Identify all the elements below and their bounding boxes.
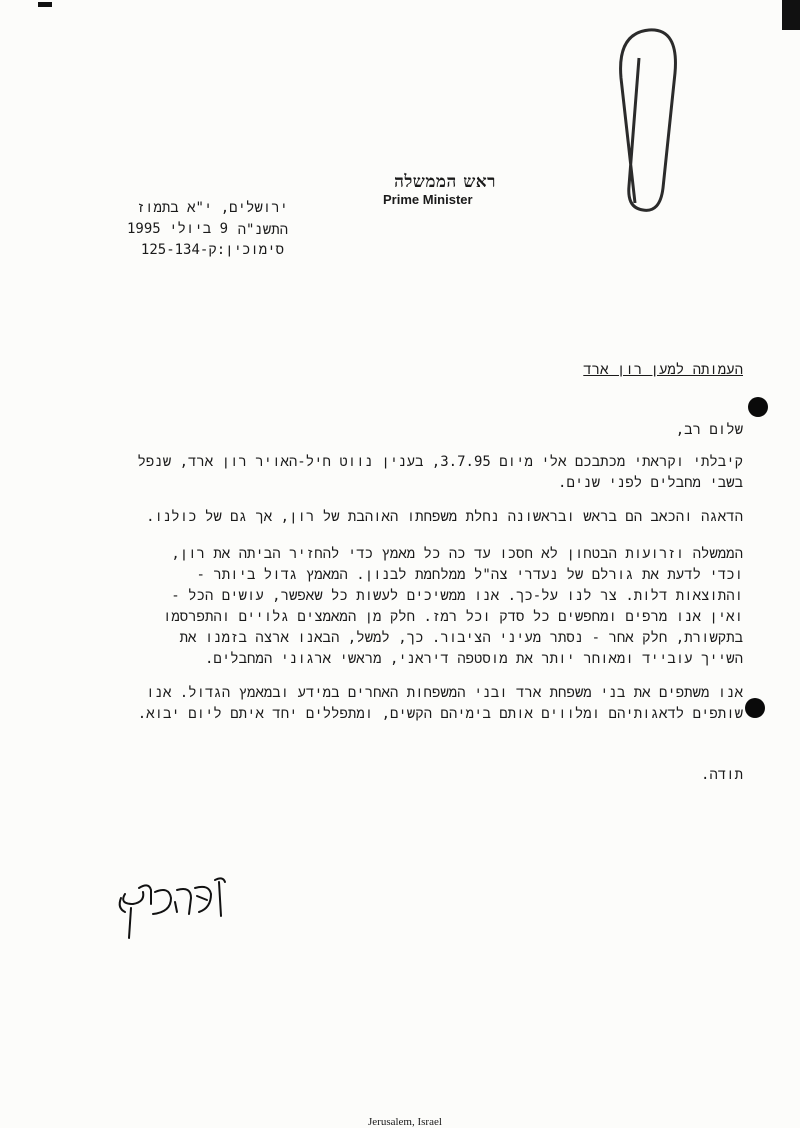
footer-address: Jerusalem, Israel [368, 1116, 442, 1128]
closing: תודה. [700, 767, 743, 783]
reference-number: סימוכין:ק-125-134 [140, 242, 284, 258]
paragraph-line: בתקשורת, חלק אחר - נסתר מעיני הציבור. כך, למשל, הבאנו ארצה בזמנו את [179, 630, 743, 646]
paragraph-line: הדאגה והכאב הם בראש ובראשונה נחלת משפחתו האוהבת של רון, אך גם של כולנו. [146, 509, 743, 525]
body-paragraph-3 [123, 544, 743, 670]
paragraph-line: קיבלתי וקראתי מכתבכם אלי מיום 3.7.95, בענין נווט חיל-האויר רון ארד, שנפל [137, 454, 743, 470]
body-paragraph-2 [123, 507, 743, 528]
punch-hole [748, 397, 768, 417]
signature [115, 868, 245, 948]
scan-mark [38, 2, 52, 7]
letterhead-title-hebrew: ראש הממשלה [394, 172, 496, 192]
date-gregorian: 9 ביולי 1995 [126, 221, 228, 237]
paperclip-icon [605, 18, 685, 218]
paragraph-line: והתוצאות דלות. צר לנו על-כך. אנו ממשיכים לעשות כל שאפשר, עושים הכל - [171, 588, 743, 604]
punch-hole [745, 698, 765, 718]
paragraph-line: שותפים לדאגותיהם ומלווים אותם בימיהם הקשים, ומתפללים יחד איתם ליום יבוא. [137, 706, 743, 722]
paragraph-line: הממשלה וזרועות הבטחון לא חסכו עד כה כל מאמץ כדי להחזיר הביתה את רון, [171, 546, 743, 562]
paragraph-line: אנו משתפים את בני משפחת ארד ובני המשפחות האחרים במידע ובמאמץ הגדול. אנו [146, 685, 743, 701]
body-paragraph-1 [123, 452, 743, 494]
letterhead-title-english: Prime Minister [383, 192, 473, 207]
greeting: שלום רב, [675, 422, 743, 438]
body-paragraph-4 [123, 683, 743, 725]
paragraph-line: וכדי לדעת את גורלם של נעדרי צה"ל ממלחמת לבנון. המאמץ גדול ביותר - [196, 567, 743, 583]
date-hebrew: ירושלים, י"א בתמוז התשנ"ה [136, 200, 288, 238]
subject-line: העמותה למען רון ארד [583, 362, 743, 378]
paragraph-line: השייך עובייד ומאוחר יותר את מוסטפה דיראני, מראשי ארגוני המחבלים. [205, 651, 743, 667]
scan-mark [782, 0, 800, 30]
paragraph-line: ואין אנו מרפים ומחפשים כל סדק וכל רמז. חלק מן המאמצים גלויים והתפרסמו [162, 609, 743, 625]
paragraph-line: בשבי מחבלים לפני שנים. [558, 475, 743, 491]
